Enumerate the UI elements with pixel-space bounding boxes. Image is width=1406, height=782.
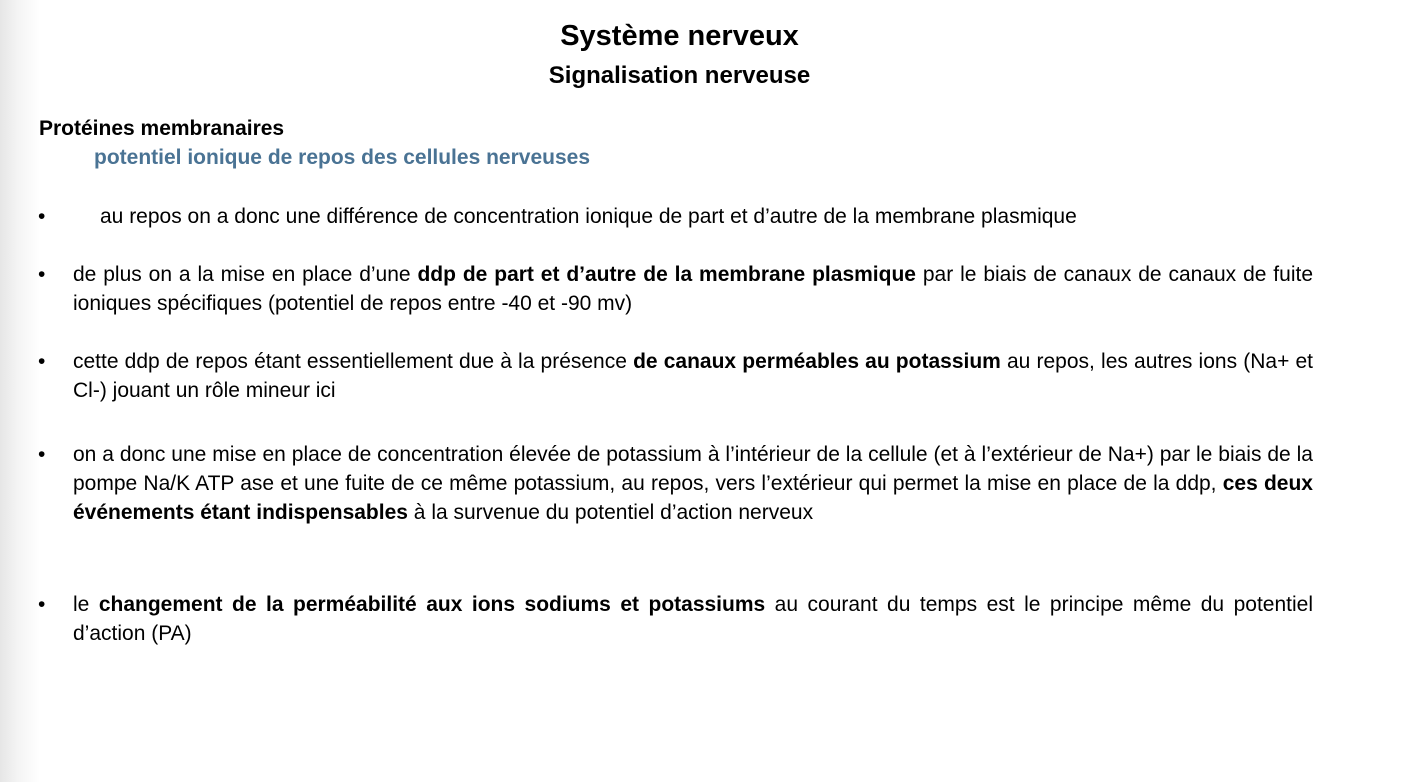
- bullet-text-part: cette ddp de repos étant essentiellement due à la présence: [73, 350, 634, 373]
- bullet-text: [73, 440, 1313, 527]
- bullet-icon: •: [38, 263, 46, 286]
- bullet-text: [73, 590, 1313, 648]
- bullet-text-emphasis: ddp de part et d’autre de la membrane plasmique: [417, 263, 916, 286]
- bullet-icon: •: [38, 205, 46, 228]
- bullet-text: [73, 347, 1313, 405]
- bullet-icon: •: [38, 443, 46, 466]
- bullet-text-part: on a donc une mise en place de concentration élevée de potassium à l’intérieur de la cellule (et à l’extérieur de Na+) par le biais de la pompe Na/K ATP ase et une fuite de ce même potassium, au repos, vers l’extérieur qui permet la mise en place de la ddp,: [73, 443, 1313, 495]
- bullet-text-part: à la survenue du potentiel d’action nerveux: [407, 501, 814, 524]
- bullet-text-part: au repos, les autres ions (Na+ et Cl-) jouant un rôle mineur ici: [73, 350, 1313, 402]
- slide-subtitle: Signalisation nerveuse: [548, 62, 811, 89]
- bullet-text-part: le: [73, 593, 99, 616]
- bullet-icon: •: [38, 593, 46, 616]
- bullet-text-part: au repos on a donc une différence de concentration ionique de part et d’autre de la membrane plasmique: [100, 205, 1077, 228]
- slide-title: Système nerveux: [560, 20, 799, 52]
- bullet-text-emphasis: ces deux événements étant indispensables: [73, 472, 1313, 524]
- bullet-text: [73, 260, 1313, 318]
- bullet-text-emphasis: de canaux perméables au potassium: [633, 350, 1001, 373]
- bullet-text-emphasis: changement de la perméabilité aux ions sodiums et potassiums: [98, 593, 766, 616]
- section-subheading: potentiel ionique de repos des cellules nerveuses: [94, 146, 590, 169]
- bullet-text-part: par le biais de canaux de canaux de fuite ioniques spécifiques (potentiel de repos entre -40 et -90 mv): [73, 263, 1313, 315]
- bullet-text-part: au courant du temps est le principe même du potentiel d’action (PA): [73, 593, 1313, 645]
- bullet-icon: •: [38, 350, 46, 373]
- bullet-text: [100, 202, 1313, 231]
- bullet-text-part: de plus on a la mise en place d’une: [73, 263, 418, 286]
- section-heading: Protéines membranaires: [39, 117, 285, 140]
